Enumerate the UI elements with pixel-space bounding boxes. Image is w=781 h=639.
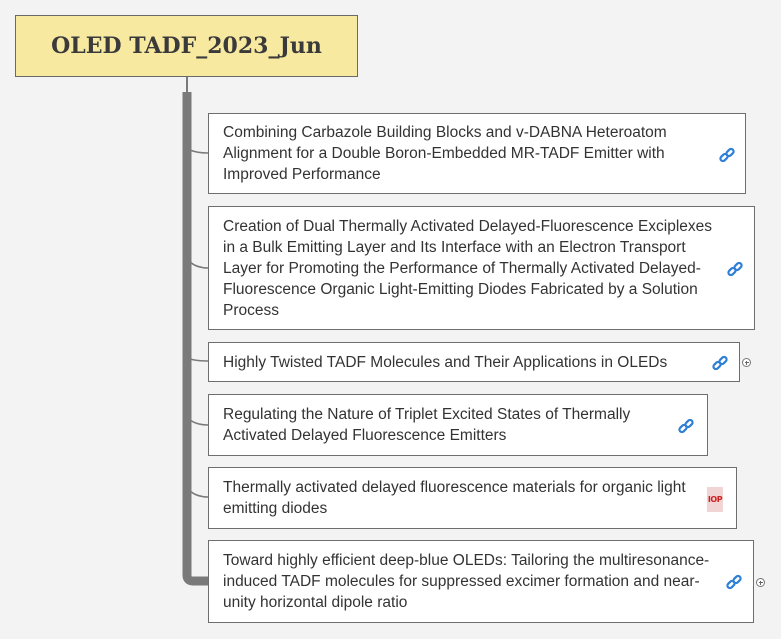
link-icon[interactable] xyxy=(711,354,729,372)
topic-label: Combining Carbazole Building Blocks and v-DABNA Heteroatom Alignment for a Double Boron-Embedded MR-TADF Emitter with Improved Performance xyxy=(223,124,667,183)
central-topic-label: OLED TADF_2023_Jun xyxy=(51,33,322,59)
topic-label: Highly Twisted TADF Molecules and Their Applications in OLEDs xyxy=(223,353,668,371)
topic-node[interactable] xyxy=(208,206,755,330)
topic-label: Creation of Dual Thermally Activated Delayed-Fluorescence Exciplexes in a Bulk Emitting Layer and Its Interface with an Electron Transport Layer for Promoting the Performance of Thermally Activated Delayed-Fluorescence Organic Light-Emitting Diodes Fabricated by a Solution Process xyxy=(223,217,713,319)
link-icon[interactable] xyxy=(718,146,736,164)
iop-icon-label: IOP xyxy=(707,487,723,512)
link-icon[interactable] xyxy=(725,573,743,591)
topic-label: Regulating the Nature of Triplet Excited States of Thermally Activated Delayed Fluorescence Emitters xyxy=(223,406,631,444)
link-icon[interactable] xyxy=(726,260,744,278)
expand-topic-button[interactable] xyxy=(756,578,765,587)
topic-node[interactable] xyxy=(208,467,737,529)
topic-node[interactable] xyxy=(208,394,708,456)
link-icon[interactable] xyxy=(677,417,695,435)
central-topic[interactable] xyxy=(15,15,358,77)
topic-node[interactable] xyxy=(208,540,754,623)
expand-topic-button[interactable] xyxy=(742,358,751,367)
topic-label: Thermally activated delayed fluorescence materials for organic light emitting diodes xyxy=(223,479,686,517)
topic-label: Toward highly efficient deep-blue OLEDs: Tailoring the multiresonance-induced TADF molecules for suppressed excimer formation and near-unity horizontal dipole ratio xyxy=(223,552,710,611)
topic-node[interactable] xyxy=(208,342,740,382)
iop-icon[interactable] xyxy=(706,490,724,508)
topic-node[interactable] xyxy=(208,113,746,194)
